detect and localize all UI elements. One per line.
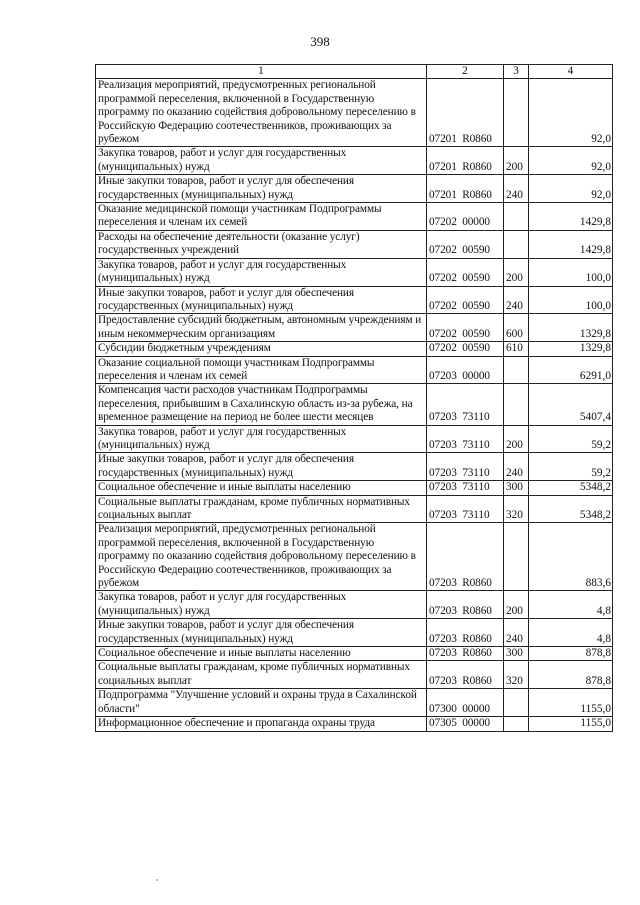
- row-code: 07202 00590: [427, 258, 504, 286]
- row-name: Компенсация части расходов участникам Подпрограммы переселения, прибывшим в Сахалинскую область из-за рубежа, на временное размещение на период не более шести месяцев: [96, 384, 427, 425]
- page-number: 398: [310, 34, 330, 49]
- header-col-3: 3: [504, 65, 529, 79]
- row-name: Иные закупки товаров, работ и услуг для обеспечения государственных (муниципальных) нужд: [96, 453, 427, 481]
- row-name: Оказание социальной помощи участникам Подпрограммы переселения и членам их семей: [96, 356, 427, 384]
- row-code: 07201 R0860: [427, 175, 504, 203]
- row-type: 240: [504, 286, 529, 314]
- row-name: Закупка товаров, работ и услуг для государственных (муниципальных) нужд: [96, 258, 427, 286]
- row-sum: 5407,4: [529, 384, 613, 425]
- row-name: Субсидии бюджетным учреждениям: [96, 342, 427, 356]
- table-row: [96, 661, 613, 689]
- row-code: 07201 R0860: [427, 147, 504, 175]
- row-name: Социальное обеспечение и иные выплаты населению: [96, 647, 427, 661]
- row-type: [504, 203, 529, 231]
- row-code: 07305 00000: [427, 717, 504, 731]
- row-code: 07201 R0860: [427, 79, 504, 147]
- row-sum: 1329,8: [529, 314, 613, 342]
- row-type: 610: [504, 342, 529, 356]
- row-sum: 1429,8: [529, 230, 613, 258]
- row-code: 07202 00590: [427, 314, 504, 342]
- row-type: 240: [504, 453, 529, 481]
- row-name: Иные закупки товаров, работ и услуг для обеспечения государственных (муниципальных) нужд: [96, 286, 427, 314]
- table-row: [96, 314, 613, 342]
- row-name: Социальные выплаты гражданам, кроме публичных нормативных социальных выплат: [96, 661, 427, 689]
- row-sum: 1329,8: [529, 342, 613, 356]
- row-name: Подпрограмма "Улучшение условий и охраны труда в Сахалинской области": [96, 689, 427, 717]
- table-row: [96, 481, 613, 495]
- table-row: [96, 79, 613, 147]
- row-type: [504, 717, 529, 731]
- table-row: [96, 689, 613, 717]
- row-name: Информационное обеспечение и пропаганда охраны труда: [96, 717, 427, 731]
- row-sum: 6291,0: [529, 356, 613, 384]
- row-type: [504, 356, 529, 384]
- row-sum: 59,2: [529, 453, 613, 481]
- table-row: [96, 425, 613, 453]
- row-code: 07202 00000: [427, 203, 504, 231]
- row-name: Закупка товаров, работ и услуг для государственных (муниципальных) нужд: [96, 591, 427, 619]
- row-name: Закупка товаров, работ и услуг для государственных (муниципальных) нужд: [96, 425, 427, 453]
- row-code: 07203 R0860: [427, 619, 504, 647]
- row-code: 07203 73110: [427, 384, 504, 425]
- header-col-4: 4: [529, 65, 613, 79]
- row-sum: 100,0: [529, 286, 613, 314]
- row-type: [504, 230, 529, 258]
- row-code: 07203 73110: [427, 495, 504, 523]
- row-name: Реализация мероприятий, предусмотренных региональной программой переселения, включенной в Государственную программу по оказанию содействия добровольному переселению в Российскую Федерацию соотечественников, проживающих за рубежом: [96, 523, 427, 591]
- row-name: Закупка товаров, работ и услуг для государственных (муниципальных) нужд: [96, 147, 427, 175]
- row-type: 300: [504, 481, 529, 495]
- row-name: Социальные выплаты гражданам, кроме публичных нормативных социальных выплат: [96, 495, 427, 523]
- table-row: [96, 286, 613, 314]
- row-code: 07203 73110: [427, 481, 504, 495]
- table-row: [96, 203, 613, 231]
- row-type: 320: [504, 495, 529, 523]
- row-type: 300: [504, 647, 529, 661]
- table-row: [96, 453, 613, 481]
- row-type: 200: [504, 147, 529, 175]
- row-sum: 92,0: [529, 147, 613, 175]
- budget-table: [95, 64, 613, 732]
- row-sum: 5348,2: [529, 495, 613, 523]
- row-type: [504, 689, 529, 717]
- row-code: 07202 00590: [427, 342, 504, 356]
- row-name: Иные закупки товаров, работ и услуг для обеспечения государственных (муниципальных) нужд: [96, 175, 427, 203]
- row-code: 07203 00000: [427, 356, 504, 384]
- row-sum: 92,0: [529, 175, 613, 203]
- row-name: Предоставление субсидий бюджетным, автономным учреждениям и иным некоммерческим организациям: [96, 314, 427, 342]
- table-row: [96, 384, 613, 425]
- table-row: [96, 717, 613, 731]
- row-code: 07203 R0860: [427, 647, 504, 661]
- table-row: [96, 356, 613, 384]
- table-row: [96, 619, 613, 647]
- row-code: 07203 R0860: [427, 661, 504, 689]
- row-name: Оказание медицинской помощи участникам Подпрограммы переселения и членам их семей: [96, 203, 427, 231]
- table-row: [96, 342, 613, 356]
- row-code: 07202 00590: [427, 286, 504, 314]
- row-name: Социальное обеспечение и иные выплаты населению: [96, 481, 427, 495]
- table-row: [96, 591, 613, 619]
- row-code: 07203 73110: [427, 453, 504, 481]
- table-row: [96, 147, 613, 175]
- table-row: [96, 230, 613, 258]
- row-type: 200: [504, 258, 529, 286]
- row-type: [504, 79, 529, 147]
- row-type: 240: [504, 175, 529, 203]
- row-name: Иные закупки товаров, работ и услуг для обеспечения государственных (муниципальных) нужд: [96, 619, 427, 647]
- table-row: [96, 258, 613, 286]
- row-code: 07203 R0860: [427, 523, 504, 591]
- row-type: 600: [504, 314, 529, 342]
- row-sum: 4,8: [529, 591, 613, 619]
- row-sum: 100,0: [529, 258, 613, 286]
- row-code: 07300 00000: [427, 689, 504, 717]
- row-type: 320: [504, 661, 529, 689]
- row-type: 200: [504, 591, 529, 619]
- scan-dot: [156, 879, 158, 881]
- row-sum: 1155,0: [529, 717, 613, 731]
- table-row: [96, 523, 613, 591]
- row-sum: 4,8: [529, 619, 613, 647]
- row-type: 240: [504, 619, 529, 647]
- table-row: [96, 495, 613, 523]
- row-sum: 59,2: [529, 425, 613, 453]
- budget-table-body: [96, 65, 613, 732]
- row-sum: 878,8: [529, 661, 613, 689]
- row-code: 07203 73110: [427, 425, 504, 453]
- row-type: [504, 384, 529, 425]
- row-code: 07202 00590: [427, 230, 504, 258]
- row-sum: 1155,0: [529, 689, 613, 717]
- row-code: 07203 R0860: [427, 591, 504, 619]
- row-type: [504, 523, 529, 591]
- header-row: [96, 65, 613, 79]
- row-sum: 5348,2: [529, 481, 613, 495]
- table-row: [96, 647, 613, 661]
- row-name: Реализация мероприятий, предусмотренных региональной программой переселения, включенной в Государственную программу по оказанию содействия добровольному переселению в Российскую Федерацию соотечественников, проживающих за рубежом: [96, 79, 427, 147]
- row-sum: 878,8: [529, 647, 613, 661]
- row-sum: 92,0: [529, 79, 613, 147]
- row-type: 200: [504, 425, 529, 453]
- row-name: Расходы на обеспечение деятельности (оказание услуг) государственных учреждений: [96, 230, 427, 258]
- header-col-2: 2: [427, 65, 504, 79]
- header-col-1: 1: [96, 65, 427, 79]
- row-sum: 1429,8: [529, 203, 613, 231]
- row-sum: 883,6: [529, 523, 613, 591]
- table-row: [96, 175, 613, 203]
